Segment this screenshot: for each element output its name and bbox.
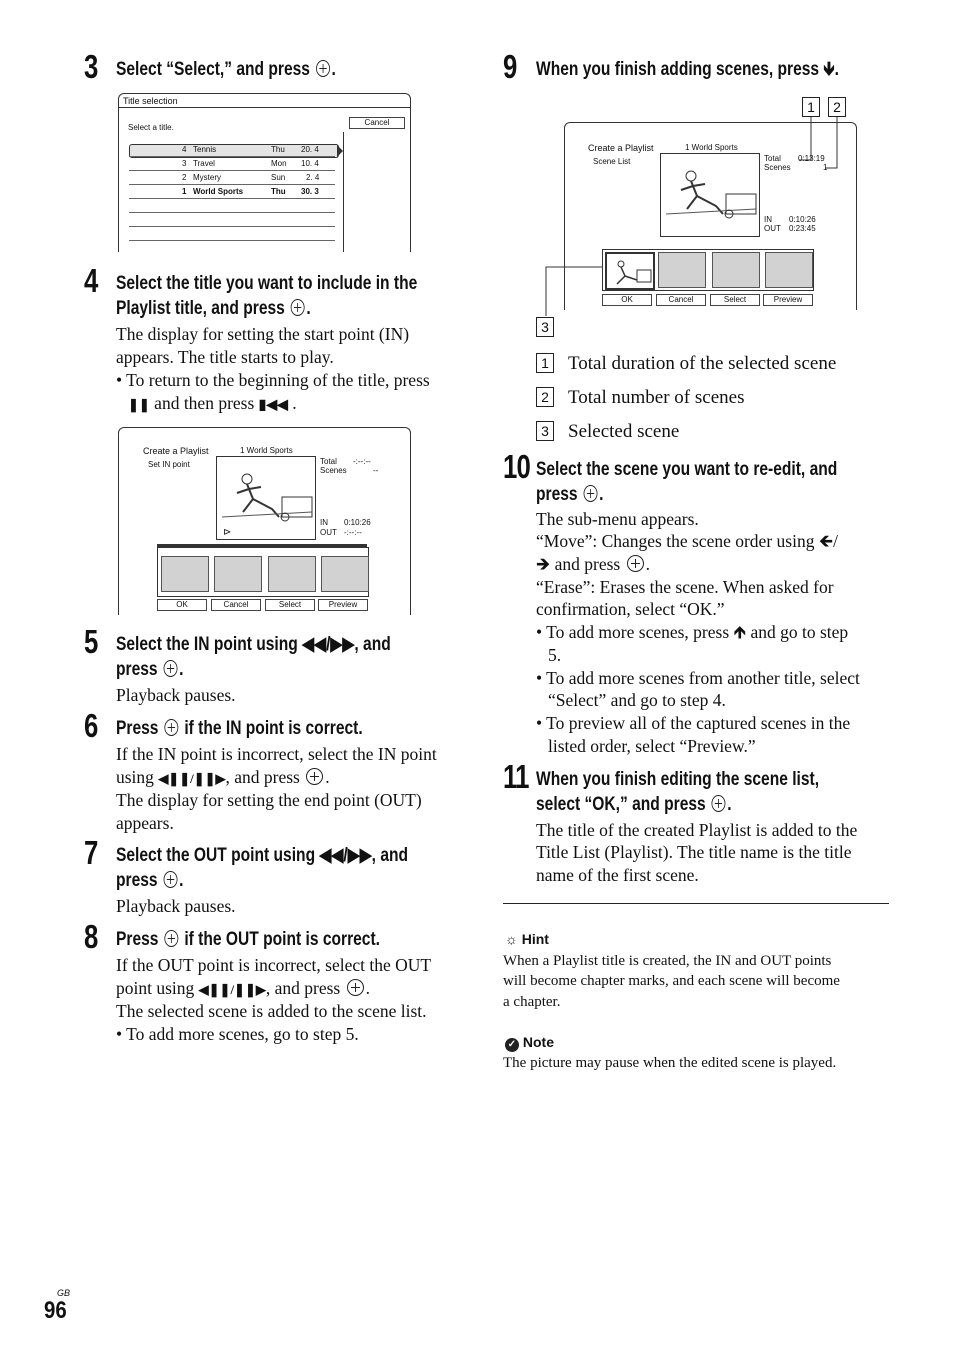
scene-slot[interactable]: [321, 556, 369, 592]
step-10-body: “Erase”: Erases the scene. When asked for: [536, 577, 834, 597]
slow-icon: ◀❚❚/❚❚▶: [158, 771, 226, 786]
title-row[interactable]: 4 Tennis Thu 20. 4: [129, 144, 335, 157]
preview-button[interactable]: Preview: [763, 294, 813, 306]
legend-item: 1 Total duration of the selected scene: [536, 352, 836, 376]
step-8-body: The selected scene is added to the scene list.: [116, 1001, 427, 1021]
step-7-heading: Select the OUT point using ◀◀/▶▶, and: [116, 845, 409, 866]
step-10-heading: Select the scene you want to re-edit, and: [536, 459, 838, 480]
step-5-number: 5: [84, 623, 98, 660]
callout-lines: [503, 0, 893, 340]
step-6-number: 6: [84, 707, 98, 744]
screen-subtitle: Scene List: [593, 157, 631, 166]
step-8-number: 8: [84, 918, 98, 955]
total-value: 0:13:19: [798, 154, 825, 163]
empty-row: [129, 200, 335, 213]
step-9-heading: When you finish adding scenes, press 🡻.: [536, 59, 839, 80]
divider: [503, 903, 889, 904]
play-icon: ⊳: [223, 527, 232, 538]
hint-text: a chapter.: [503, 994, 561, 1010]
step-4-bullet: • To return to the beginning of the title, press: [116, 370, 430, 390]
callout-3: 3: [536, 317, 554, 337]
legend-item: 3 Selected scene: [536, 420, 679, 444]
down-arrow-icon: 🡻: [823, 59, 835, 80]
video-preview: [216, 456, 316, 540]
title-row[interactable]: 1 World Sports Thu 30. 3: [129, 186, 335, 199]
hint-heading: ☼ Hint: [505, 931, 549, 947]
title-name: 1 World Sports: [240, 446, 293, 455]
out-value: 0:23:45: [789, 224, 816, 233]
screen-title: Title selection: [123, 96, 178, 106]
cancel-button[interactable]: Cancel: [211, 599, 261, 611]
step-4-body: appears. The title starts to play.: [116, 347, 334, 367]
screen-prompt: Select a title.: [128, 123, 174, 132]
step-8-body: point using ◀❚❚/❚❚▶, and press .: [116, 978, 370, 998]
step-10-bullet: • To add more scenes, press 🡹 and go to step: [536, 622, 849, 642]
step-8-heading: Press if the OUT point is correct.: [116, 929, 380, 950]
enter-icon: [347, 979, 364, 996]
step-11-body: name of the first scene.: [536, 865, 699, 885]
out-label: OUT: [320, 528, 337, 537]
scenes-label: Scenes: [320, 466, 347, 475]
step-4-bullet-cont: ❚❚ and then press ▮◀◀ .: [128, 393, 297, 413]
step-10-body: “Move”: Changes the scene order using 🡸/: [536, 531, 838, 551]
step-10-bullet: listed order, select “Preview.”: [548, 736, 756, 756]
enter-icon: [164, 930, 178, 947]
pause-icon: ❚❚: [128, 397, 150, 412]
step-7-heading-2: press .: [116, 870, 184, 891]
slow-icon: ◀❚❚/❚❚▶: [198, 982, 266, 997]
note-icon: ✓: [505, 1038, 519, 1052]
step-5-heading-2: press .: [116, 659, 184, 680]
title-row[interactable]: 2 Mystery Sun 2. 4: [129, 172, 335, 185]
in-label: IN: [764, 215, 772, 224]
step-11-heading: When you finish editing the scene list,: [536, 769, 820, 790]
screen-title: Create a Playlist: [588, 143, 654, 153]
enter-icon: [164, 719, 178, 736]
step-10-bullet: • To add more scenes from another title, select: [536, 668, 860, 688]
step-11-body: The title of the created Playlist is added to the: [536, 820, 858, 840]
title-row[interactable]: 3 Travel Mon 10. 4: [129, 158, 335, 171]
step-10-body: The sub-menu appears.: [536, 509, 699, 529]
scene-slot[interactable]: [214, 556, 262, 592]
step-10-heading-2: press .: [536, 484, 604, 505]
hint-text: When a Playlist title is created, the IN and OUT points: [503, 953, 832, 969]
step-3-number: 3: [84, 48, 98, 85]
step-4-heading: Select the title you want to include in the: [116, 273, 418, 294]
select-button[interactable]: Select: [265, 599, 315, 611]
screen-subtitle: Set IN point: [148, 460, 190, 469]
step-10-body: 🡺 and press .: [536, 554, 650, 574]
note-text: The picture may pause when the edited scene is played.: [503, 1055, 837, 1071]
region-code: GB: [57, 1288, 71, 1298]
scene-slot[interactable]: [161, 556, 209, 592]
rewind-forward-icon: ◀◀/▶▶: [302, 634, 355, 655]
step-6-heading: Press if the IN point is correct.: [116, 718, 363, 739]
rewind-forward-icon: ◀◀/▶▶: [319, 845, 372, 866]
step-4-body: The display for setting the start point (IN): [116, 324, 410, 344]
total-value: -:--:--: [353, 457, 371, 466]
out-label: OUT: [764, 224, 781, 233]
cancel-button[interactable]: Cancel: [656, 294, 706, 306]
total-label: Total: [764, 154, 781, 163]
enter-icon: [584, 485, 598, 502]
left-arrow-icon: 🡸: [818, 531, 834, 551]
preview-button[interactable]: Preview: [318, 599, 368, 611]
scenes-value: --: [373, 466, 379, 475]
out-value: -:--:--: [344, 528, 362, 537]
right-arrow-icon: 🡺: [536, 554, 551, 574]
enter-icon: [627, 555, 644, 572]
scene-slot[interactable]: [268, 556, 316, 592]
enter-icon: [291, 299, 305, 316]
step-9-number: 9: [503, 48, 517, 85]
empty-row: [129, 228, 335, 241]
enter-icon: [306, 768, 323, 785]
ok-button[interactable]: OK: [602, 294, 652, 306]
enter-icon: [316, 60, 330, 77]
title-selection-screen: [118, 93, 411, 252]
step-10-bullet: • To preview all of the captured scenes in the: [536, 713, 851, 733]
note-heading: ✓ Note: [505, 1034, 554, 1052]
step-6-body: appears.: [116, 813, 174, 833]
enter-icon: [164, 660, 178, 677]
step-7-body: Playback pauses.: [116, 896, 236, 916]
callout-1: 1: [802, 97, 820, 117]
enter-icon: [164, 871, 178, 888]
page-number: 96: [44, 1297, 67, 1324]
legend-item: 2 Total number of scenes: [536, 386, 744, 410]
step-6-body: The display for setting the end point (OUT): [116, 790, 422, 810]
step-11-heading-2: select “OK,” and press .: [536, 794, 732, 815]
in-label: IN: [320, 518, 328, 527]
up-arrow-icon: 🡹: [733, 622, 747, 642]
soccer-player-image: [217, 457, 315, 539]
callout-2: 2: [828, 97, 846, 117]
title-name: 1 World Sports: [685, 143, 738, 152]
ok-button[interactable]: OK: [157, 599, 207, 611]
step-10-number: 10: [503, 448, 531, 485]
lightbulb-icon: ☼: [505, 931, 518, 947]
step-8-bullet: • To add more scenes, go to step 5.: [116, 1024, 359, 1044]
enter-icon: [712, 795, 726, 812]
scenes-label: Scenes: [764, 163, 791, 172]
scenes-value: 1: [823, 163, 828, 172]
total-label: Total: [320, 457, 337, 466]
select-button[interactable]: Select: [710, 294, 760, 306]
step-4-heading-2: Playlist title, and press .: [116, 298, 311, 319]
set-in-point-screen: [118, 427, 411, 615]
cancel-button[interactable]: Cancel: [349, 117, 405, 129]
in-value: 0:10:26: [789, 215, 816, 224]
step-6-body: If the IN point is incorrect, select the IN point: [116, 744, 437, 764]
step-10-body: confirmation, select “OK.”: [536, 599, 725, 619]
step-7-number: 7: [84, 834, 98, 871]
in-value: 0:10:26: [344, 518, 371, 527]
previous-icon: ▮◀◀: [258, 398, 288, 413]
step-5-heading: Select the IN point using ◀◀/▶▶, and: [116, 634, 391, 655]
step-11-body: Title List (Playlist). The title name is the title: [536, 842, 852, 862]
step-6-body: using ◀❚❚/❚❚▶, and press .: [116, 767, 330, 787]
step-10-bullet: 5.: [548, 645, 562, 665]
step-4-number: 4: [84, 262, 98, 299]
empty-row: [129, 214, 335, 227]
step-5-body: Playback pauses.: [116, 685, 236, 705]
step-8-body: If the OUT point is incorrect, select the OUT: [116, 955, 432, 975]
step-3-heading: Select “Select,” and press .: [116, 59, 336, 80]
step-10-bullet: “Select” and go to step 4.: [548, 690, 726, 710]
step-11-number: 11: [503, 758, 529, 795]
screen-title: Create a Playlist: [143, 446, 209, 456]
hint-text: will become chapter marks, and each scene will become: [503, 973, 840, 989]
